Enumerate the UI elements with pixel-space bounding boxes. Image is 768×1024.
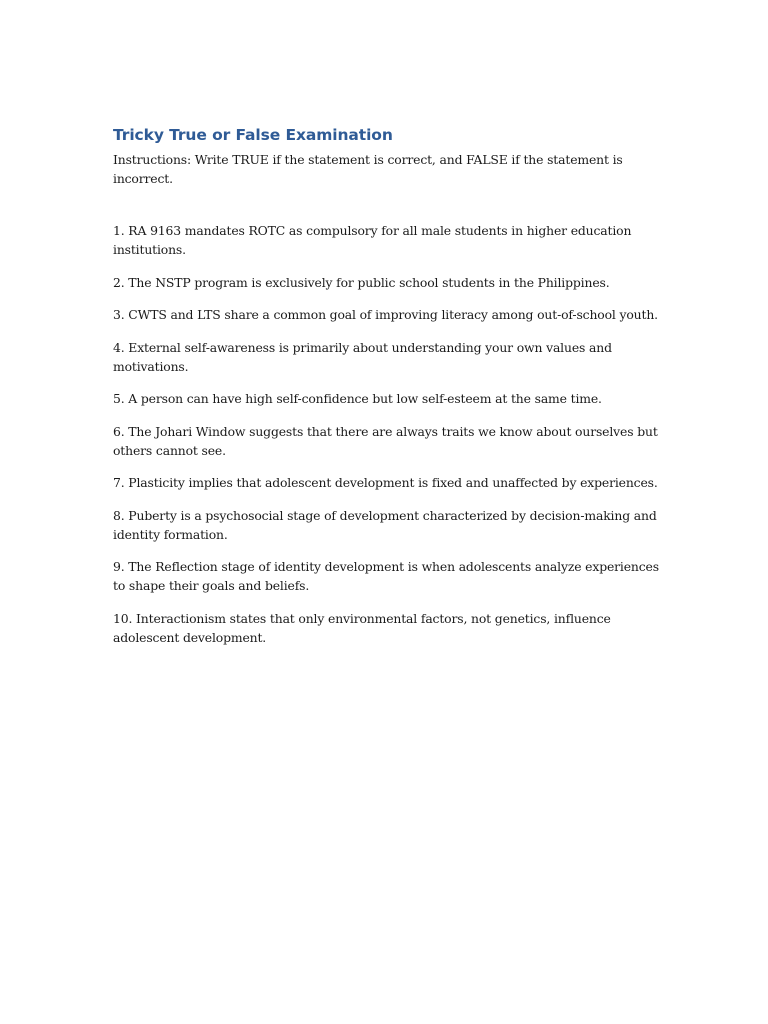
instructions-text: Instructions: Write TRUE if the statement is correct, and FALSE if the statement is incorrect. xyxy=(113,152,623,186)
question-item: 3. CWTS and LTS share a common goal of improving literacy among out-of-school youth. xyxy=(113,307,658,322)
question-item: 2. The NSTP program is exclusively for public school students in the Philippines. xyxy=(113,274,610,290)
question-list xyxy=(113,221,661,647)
document-title: Tricky True or False Examination xyxy=(113,126,393,144)
question-item: 1. RA 9163 mandates ROTC as compulsory for all male students in higher education institutions. xyxy=(113,223,632,257)
question-item: 5. A person can have high self-confidence but low self-esteem at the same time. xyxy=(113,391,602,406)
question-item: 9. The Reflection stage of identity development is when adolescents analyze experiences to shape their goals and beliefs. xyxy=(113,559,659,593)
document-content xyxy=(113,124,661,660)
question-item: 4. External self-awareness is primarily about understanding your own values and motivations. xyxy=(113,339,612,374)
question-item: 6. The Johari Window suggests that there are always traits we know about ourselves but others cannot see. xyxy=(113,423,658,458)
question-item: 10. Interactionism states that only environmental factors, not genetics, influence adolescent development. xyxy=(113,610,611,645)
question-item: 7. Plasticity implies that adolescent development is fixed and unaffected by experiences. xyxy=(113,475,658,490)
question-item: 8. Puberty is a psychosocial stage of development characterized by decision-making and identity formation. xyxy=(113,507,657,542)
